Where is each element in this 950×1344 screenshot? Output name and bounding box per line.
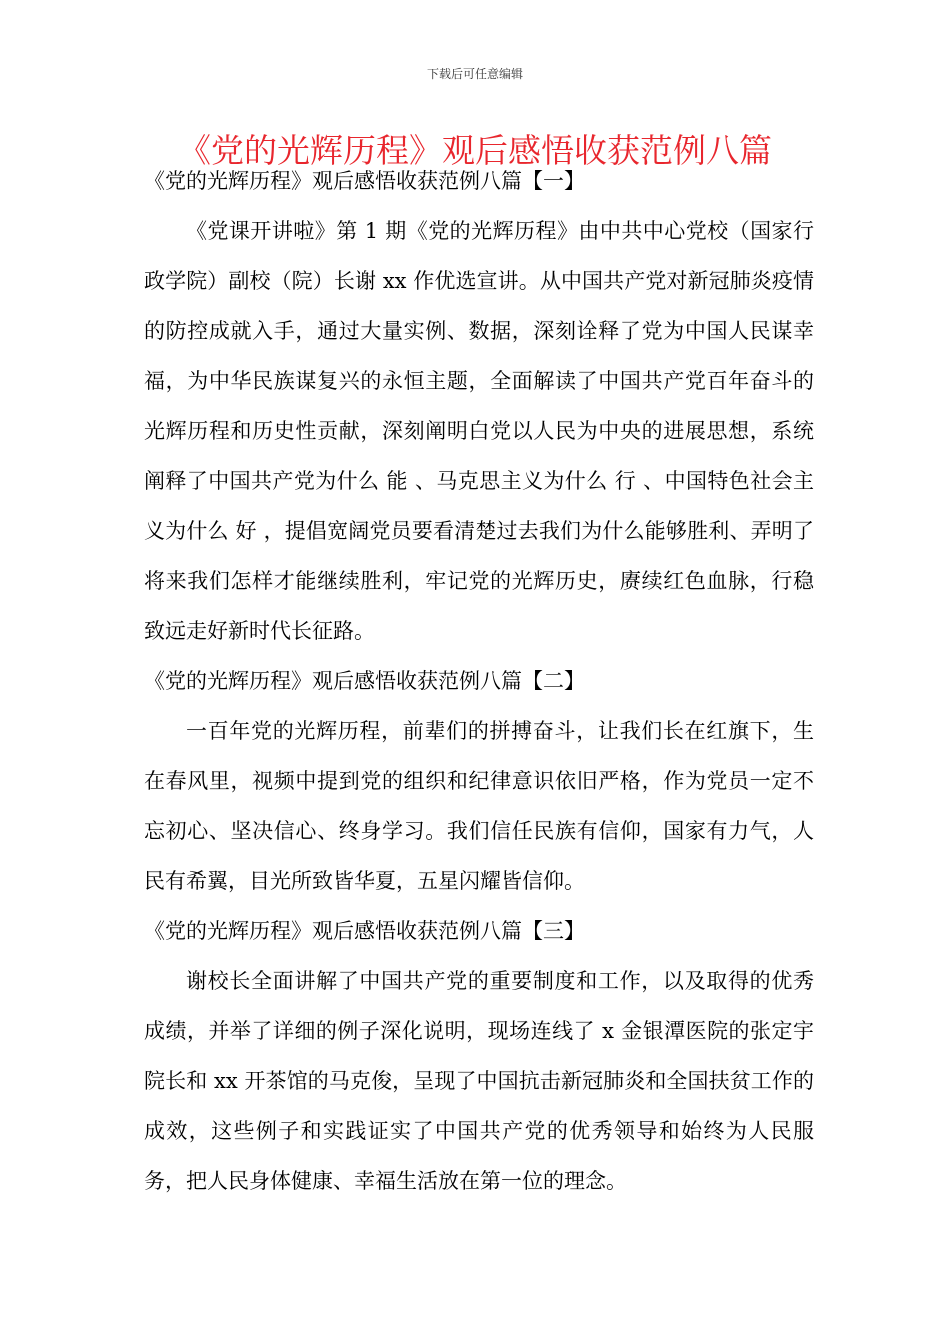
document-body (144, 156, 814, 1206)
document-title: 《党的光辉历程》观后感悟收获范例八篇 (178, 131, 772, 170)
section-2 (144, 656, 814, 906)
page-header-note: 下载后可任意编辑 (426, 67, 523, 81)
section-3 (144, 906, 814, 1206)
section-paragraph: 《党课开讲啦》第 1 期《党的光辉历程》由中共中心党校（国家行政学院）副校（院）长谢 xx 作优选宣讲。从中国共产党对新冠肺炎疫情的防控成就入手，通过大量实例、数据，深刻诠释了党为中国人民谋幸福，为中华民族谋复兴的永恒主题，全面解读了中国共产党百年奋斗的光辉历程和历史性贡献，深刻阐明白党以人民为中央的进展思想，系统阐释了中国共产党为什么 能 、马克思主义为什么 行 、中国特色社会主义为什么 好 ，提倡宽阔党员要看清楚过去我们为什么能够胜利、弄明了将来我们怎样才能继续胜利，牢记党的光辉历史，赓续红色血脉，行稳致远走好新时代长征路。 (144, 219, 814, 643)
section-paragraph: 谢校长全面讲解了中国共产党的重要制度和工作，以及取得的优秀成绩，并举了详细的例子深化说明，现场连线了 x 金银潭医院的张定宇院长和 xx 开茶馆的马克俊，呈现了中国抗击新冠肺炎和全国扶贫工作的成效，这些例子和实践证实了中国共产党的优秀领导和始终为人民服务，把人民身体健康、幸福生活放在第一位的理念。 (144, 969, 814, 1193)
section-heading: 《党的光辉历程》观后感悟收获范例八篇【一】 (144, 169, 585, 193)
section-1 (144, 156, 814, 656)
section-heading: 《党的光辉历程》观后感悟收获范例八篇【三】 (144, 919, 585, 943)
section-paragraph: 一百年党的光辉历程，前辈们的拼搏奋斗，让我们长在红旗下，生在春风里，视频中提到党的组织和纪律意识依旧严格，作为党员一定不忘初心、坚决信心、终身学习。我们信任民族有信仰，国家有力气，人民有希翼，目光所致皆华夏，五星闪耀皆信仰。 (144, 719, 814, 893)
section-heading: 《党的光辉历程》观后感悟收获范例八篇【二】 (144, 669, 585, 693)
